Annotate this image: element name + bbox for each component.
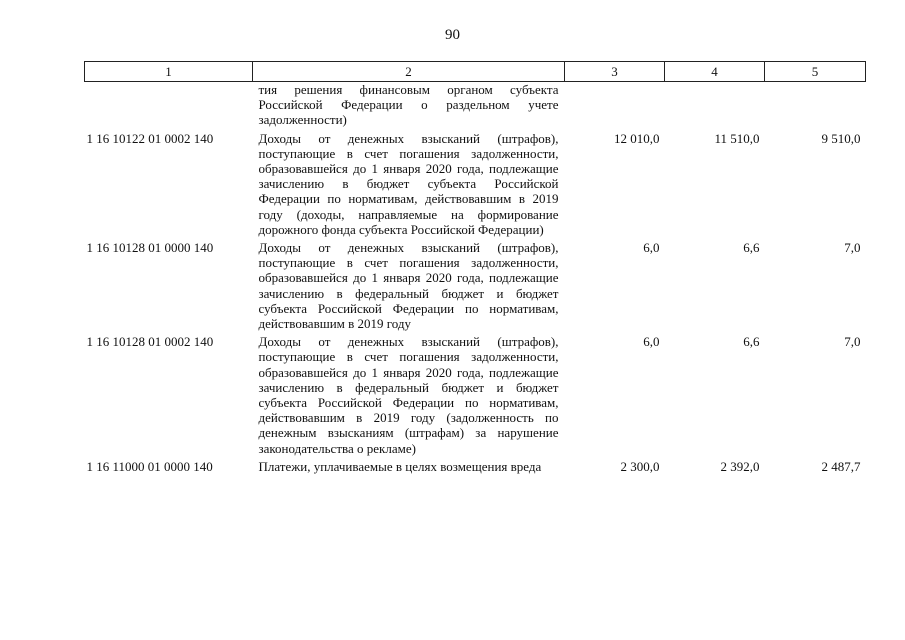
value-cell-4: 2 392,0 <box>720 458 760 474</box>
value-cell-4: 6,6 <box>743 240 760 256</box>
header-col-4: 4 <box>665 62 765 82</box>
value-cell-5 <box>765 82 866 131</box>
table-row <box>85 240 866 334</box>
value-cell-3: 6,0 <box>643 240 660 256</box>
table-row <box>85 459 866 477</box>
value-cell-5: 2 487,7 <box>821 458 861 474</box>
value-cell-4: 6,6 <box>743 334 760 350</box>
code-cell: 1 16 10128 01 0002 140 <box>86 334 214 350</box>
description-cell: тия решения финансовым органом субъекта Российской Федерации о раздельном учете задолженности) <box>258 82 559 128</box>
value-cell-5: 9 510,0 <box>821 130 861 146</box>
table-row <box>85 131 866 240</box>
header-col-5: 5 <box>765 62 866 82</box>
value-cell-5: 7,0 <box>844 334 861 350</box>
header-col-2: 2 <box>253 62 565 82</box>
description-cell: Доходы от денежных взысканий (штрафов), поступающие в счет погашения задолженности, образовавшейся до 1 января 2020 года, подлежащие зачислению в бюджет субъекта Российской Федерации по нормативам, действовавшим в 2019 году (доходы, направляемые на формирование дорожного фонда субъекта Российской Федерации) <box>258 130 559 237</box>
value-cell-5: 7,0 <box>844 240 861 256</box>
value-cell-3: 12 010,0 <box>614 130 660 146</box>
value-cell-4 <box>665 82 765 131</box>
code-cell <box>85 82 253 131</box>
revenue-table <box>84 61 866 477</box>
code-cell: 1 16 10128 01 0000 140 <box>86 240 214 256</box>
table-row-continuation <box>85 82 866 131</box>
header-col-1: 1 <box>85 62 253 82</box>
description-cell: Доходы от денежных взысканий (штрафов), поступающие в счет погашения задолженности, образовавшейся до 1 января 2020 года, подлежащие зачислению в федеральный бюджет и бюджет субъекта Российской Федерации по нормативам, действовавшим в 2019 году <box>258 240 559 332</box>
value-cell-3: 2 300,0 <box>620 458 660 474</box>
page-number: 90 <box>445 27 460 43</box>
description-cell: Доходы от денежных взысканий (штрафов), поступающие в счет погашения задолженности, образовавшейся до 1 января 2020 года, подлежащие зачислению в федеральный бюджет и бюджет субъекта Российской Федерации по нормативам, действовавшим в 2019 году (задолженность по денежным взысканиям (штрафам) за нарушение законодательства о рекламе) <box>258 334 559 456</box>
header-row <box>85 62 866 82</box>
code-cell: 1 16 10122 01 0002 140 <box>86 130 214 146</box>
code-cell: 1 16 11000 01 0000 140 <box>86 458 213 474</box>
header-col-3: 3 <box>565 62 665 82</box>
description-cell: Платежи, уплачиваемые в целях возмещения вреда <box>258 458 542 474</box>
table-row <box>85 334 866 459</box>
value-cell-3: 6,0 <box>643 334 660 350</box>
value-cell-3 <box>565 82 665 131</box>
value-cell-4: 11 510,0 <box>714 130 760 146</box>
